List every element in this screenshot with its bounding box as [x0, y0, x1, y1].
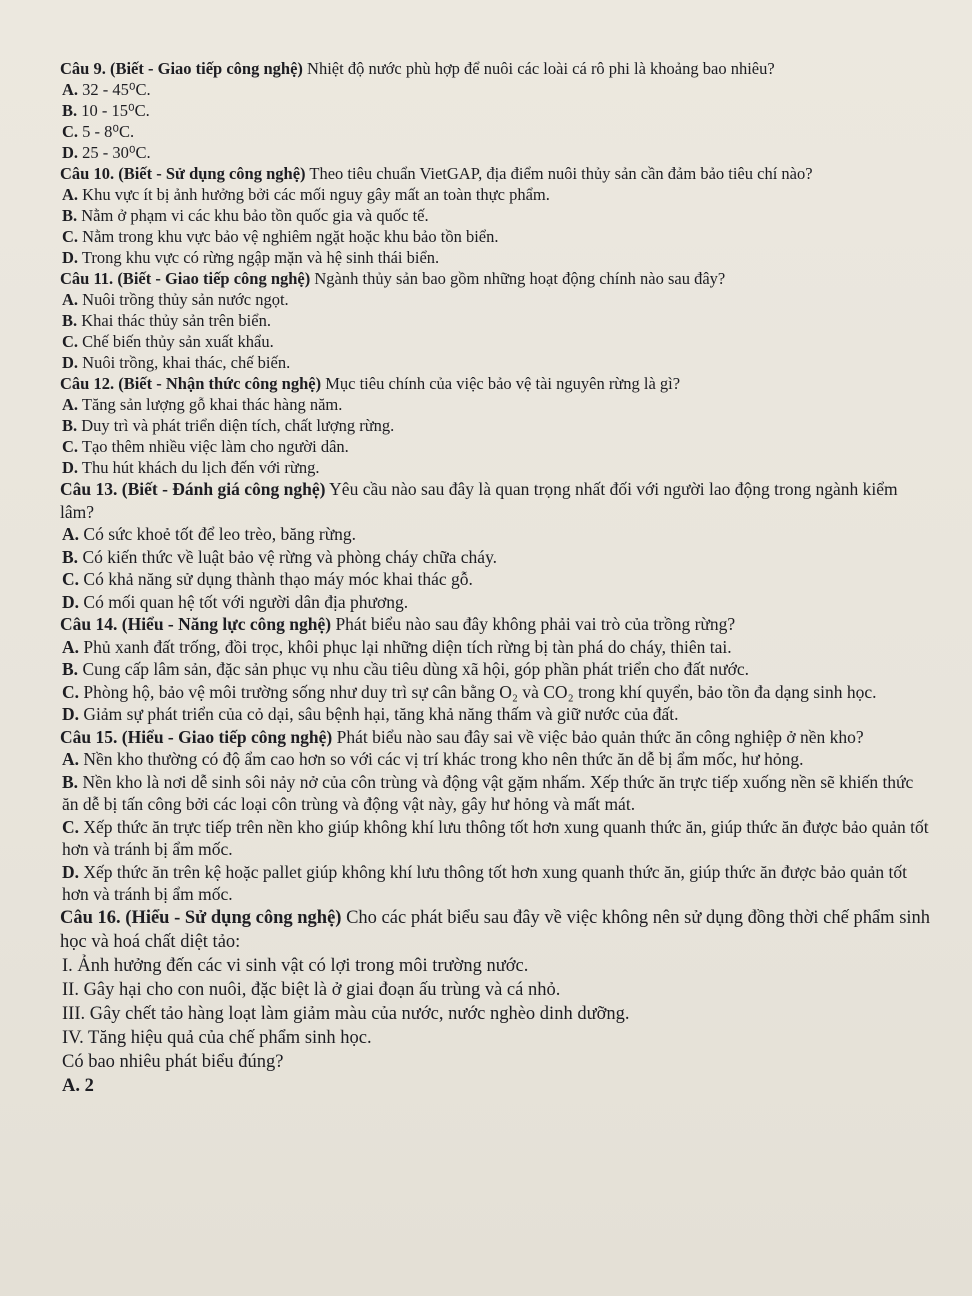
question-13-option-d — [62, 591, 932, 614]
question-16-statement-4: IV. Tăng hiệu quả của chế phẩm sinh học. — [62, 1027, 372, 1048]
question-11-option-b — [62, 310, 932, 331]
question-11-option-c — [62, 331, 932, 352]
question-11-stem — [60, 268, 932, 289]
question-15-option-a — [62, 748, 932, 771]
question-13-number: Câu 13. — [60, 479, 118, 499]
question-16-number: Câu 16. — [60, 907, 121, 928]
option-text: Có sức khoẻ tốt để leo trèo, băng rừng. — [83, 524, 357, 544]
option-text: Phủ xanh đất trống, đồi trọc, khôi phục lại những diện tích rừng bị tàn phá do cháy, thiên tai. — [83, 636, 732, 657]
option-letter: C. — [62, 816, 80, 837]
question-11-option-a — [62, 289, 932, 310]
question-13-option-b — [62, 546, 932, 569]
question-13-tag: (Biết - Đánh giá công nghệ) — [121, 479, 326, 499]
option-text: Chế biến thủy sản xuất khẩu. — [82, 332, 274, 351]
option-letter: C. — [62, 332, 79, 351]
question-9-number: Câu 9. — [60, 59, 106, 78]
question-14-tag: (Hiểu - Năng lực công nghệ) — [121, 614, 332, 634]
option-letter: D. — [62, 704, 80, 724]
question-10-number: Câu 10. — [60, 164, 115, 183]
question-15-number: Câu 15. — [60, 726, 118, 747]
lower-section — [60, 478, 932, 906]
option-letter: D. — [62, 861, 80, 882]
question-13-option-a — [62, 523, 932, 546]
question-12-stem — [60, 373, 932, 394]
question-14-option-d — [62, 703, 932, 726]
option-letter: C. — [62, 227, 79, 246]
question-9-stem — [60, 58, 932, 79]
question-10-text: Theo tiêu chuẩn VietGAP, địa điểm nuôi thủy sản cần đảm bảo tiêu chí nào? — [309, 164, 813, 183]
question-12-option-c — [62, 436, 932, 457]
option-letter: D. — [62, 353, 79, 372]
question-16-option-a — [62, 1074, 932, 1098]
option-text: Có khả năng sử dụng thành thạo máy móc khai thác gỗ. — [83, 569, 473, 589]
option-text: Có mối quan hệ tốt với người dân địa phương. — [83, 591, 409, 612]
question-15-option-b — [62, 771, 932, 816]
question-11-option-d — [62, 352, 932, 373]
option-letter: A. — [62, 80, 79, 99]
question-14-option-c — [62, 681, 932, 704]
option-letter: D. — [62, 248, 79, 267]
question-12-option-d — [62, 457, 932, 478]
question-9-tag: (Biết - Giao tiếp công nghệ) — [109, 59, 303, 78]
option-letter: D. — [62, 458, 79, 477]
option-text: Khai thác thủy sản trên biển. — [81, 311, 271, 330]
option-text: 2 — [84, 1075, 94, 1096]
option-text: Trong khu vực có rừng ngập mặn và hệ sinh thái biển. — [81, 248, 440, 267]
option-text: Duy trì và phát triển diện tích, chất lượng rừng. — [81, 416, 395, 435]
question-15-option-d — [62, 861, 932, 906]
question-16 — [60, 906, 932, 1098]
option-letter: A. — [62, 636, 80, 657]
option-letter: B. — [62, 771, 79, 792]
question-14 — [60, 613, 932, 726]
option-letter: C. — [62, 437, 79, 456]
question-10-option-d — [62, 247, 932, 268]
question-9-option-d — [62, 142, 932, 163]
option-text: 25 - 30⁰C. — [82, 143, 151, 162]
question-14-option-a — [62, 636, 932, 659]
option-letter: C. — [62, 681, 80, 702]
question-12 — [60, 373, 932, 478]
question-13-option-c — [62, 568, 932, 591]
question-12-option-b — [62, 415, 932, 436]
question-16-statement-3: III. Gây chết tảo hàng loạt làm giảm màu của nước, nước nghèo dinh dưỡng. — [62, 1003, 630, 1024]
option-letter: B. — [62, 311, 78, 330]
option-letter: A. — [62, 524, 80, 544]
question-9-option-a — [62, 79, 932, 100]
question-16-statement-2: II. Gây hại cho con nuôi, đặc biệt là ở giai đoạn ấu trùng và cá nhỏ. — [62, 979, 561, 1000]
question-16-text: Cho các phát biểu sau đây về việc không nên sử dụng đồng thời chế phẩm sinh học và hoá chất diệt tảo: — [60, 907, 931, 952]
option-letter: B. — [62, 206, 78, 225]
question-11-tag: (Biết - Giao tiếp công nghệ) — [117, 269, 311, 288]
option-text: 10 - 15⁰C. — [81, 101, 150, 120]
option-text: Tạo thêm nhiều việc làm cho người dân. — [81, 437, 349, 456]
question-11 — [60, 268, 932, 373]
option-text: Tăng sản lượng gỗ khai thác hàng năm. — [81, 395, 343, 414]
lowest-section — [60, 906, 932, 1098]
option-letter: D. — [62, 591, 80, 612]
option-text: Khu vực ít bị ảnh hưởng bởi các mối nguy gây mất an toàn thực phẩm. — [82, 185, 550, 204]
option-letter: A. — [62, 185, 79, 204]
option-letter: A. — [62, 290, 79, 309]
option-text: Giảm sự phát triển của cỏ dại, sâu bệnh hại, tăng khả năng thấm và giữ nước của đất. — [83, 704, 679, 724]
option-text: Nền kho thường có độ ẩm cao hơn so với các vị trí khác trong kho nên thức ăn dễ bị ẩm mốc, hư hỏng. — [83, 749, 804, 769]
option-text: 5 - 8⁰C. — [82, 122, 135, 141]
question-10 — [60, 163, 932, 268]
option-letter: A. — [62, 1075, 80, 1096]
question-9-option-c — [62, 121, 932, 142]
question-9-option-b — [62, 100, 932, 121]
question-16-statement-1: I. Ảnh hưởng đến các vi sinh vật có lợi trong môi trường nước. — [62, 955, 529, 976]
option-letter: B. — [62, 659, 79, 679]
option-text: Thu hút khách du lịch đến với rừng. — [81, 458, 320, 477]
option-text: Nền kho là nơi dễ sinh sôi nảy nở của côn trùng và động vật gặm nhấm. Xếp thức ăn trực tiếp xuống nền sẽ khiến thức ăn dễ bị tấn công bởi các loại côn trùng và động vật này, gây hư hỏng và mất mát. — [62, 771, 914, 814]
option-text: Nuôi trồng, khai thác, chế biến. — [82, 353, 291, 372]
question-10-option-c — [62, 226, 932, 247]
question-11-number: Câu 11. — [60, 269, 114, 288]
question-14-number: Câu 14. — [60, 614, 118, 634]
option-text: Nằm ở phạm vi các khu bảo tồn quốc gia và quốc tế. — [81, 206, 429, 225]
question-16-tag: (Hiểu - Sử dụng công nghệ) — [125, 907, 342, 928]
question-16-prompt: Có bao nhiêu phát biểu đúng? — [62, 1051, 284, 1072]
question-15-text: Phát biểu nào sau đây sai về việc bảo quản thức ăn công nghiệp ở nền kho? — [336, 726, 864, 747]
option-letter: C. — [62, 122, 79, 141]
option-letter: A. — [62, 395, 79, 414]
question-10-option-a — [62, 184, 932, 205]
option-letter: B. — [62, 101, 78, 120]
option-letter: D. — [62, 143, 79, 162]
question-15-option-c — [62, 816, 932, 861]
question-15 — [60, 726, 932, 906]
option-text: Xếp thức ăn trên kệ hoặc pallet giúp không khí lưu thông tốt hơn xung quanh thức ăn, giúp thức ăn được bảo quản tốt hơn và tránh bị ẩm mốc. — [62, 861, 908, 904]
option-text: 32 - 45⁰C. — [82, 80, 151, 99]
question-15-stem — [60, 726, 932, 749]
question-10-stem — [60, 163, 932, 184]
question-16-stem — [60, 906, 932, 954]
option-letter: B. — [62, 546, 79, 567]
question-13 — [60, 478, 932, 613]
question-14-stem — [60, 613, 932, 636]
option-letter: C. — [62, 569, 80, 589]
option-text: Xếp thức ăn trực tiếp trên nền kho giúp không khí lưu thông tốt hơn xung quanh thức ăn, giúp thức ăn được bảo quản tốt hơn và tránh bị ẩm mốc. — [62, 816, 929, 859]
question-11-text: Ngành thủy sản bao gồm những hoạt động chính nào sau đây? — [314, 269, 726, 288]
question-12-option-a — [62, 394, 932, 415]
question-12-number: Câu 12. — [60, 374, 115, 393]
question-14-option-b — [62, 658, 932, 681]
option-text: Nuôi trồng thủy sản nước ngọt. — [82, 290, 289, 309]
question-15-tag: (Hiểu - Giao tiếp công nghệ) — [121, 726, 333, 747]
option-letter: B. — [62, 416, 78, 435]
option-text: Phòng hộ, bảo vệ môi trường sống như duy trì sự cân bằng O₂ và CO₂ trong khí quyển, bảo tồn đa dạng sinh học. — [83, 681, 877, 702]
question-12-tag: (Biết - Nhận thức công nghệ) — [118, 374, 322, 393]
option-text: Có kiến thức về luật bảo vệ rừng và phòng cháy chữa cháy. — [82, 546, 498, 567]
question-10-option-b — [62, 205, 932, 226]
option-text: Cung cấp lâm sản, đặc sản phục vụ nhu cầu tiêu dùng xã hội, góp phần phát triển cho đất nước. — [82, 659, 749, 679]
option-letter: A. — [62, 749, 80, 769]
question-13-text: Yêu cầu nào sau đây là quan trọng nhất đối với người lao động trong ngành kiểm lâm? — [60, 479, 898, 522]
question-14-text: Phát biểu nào sau đây không phải vai trò của trồng rừng? — [335, 614, 736, 634]
question-9 — [60, 58, 932, 163]
question-10-tag: (Biết - Sử dụng công nghệ) — [118, 164, 306, 183]
option-text: Nằm trong khu vực bảo vệ nghiêm ngặt hoặc khu bảo tồn biển. — [82, 227, 499, 246]
question-13-stem — [60, 478, 932, 523]
question-12-text: Mục tiêu chính của việc bảo vệ tài nguyên rừng là gì? — [325, 374, 681, 393]
question-9-text: Nhiệt độ nước phù hợp để nuôi các loài cá rô phi là khoảng bao nhiêu? — [307, 59, 775, 78]
